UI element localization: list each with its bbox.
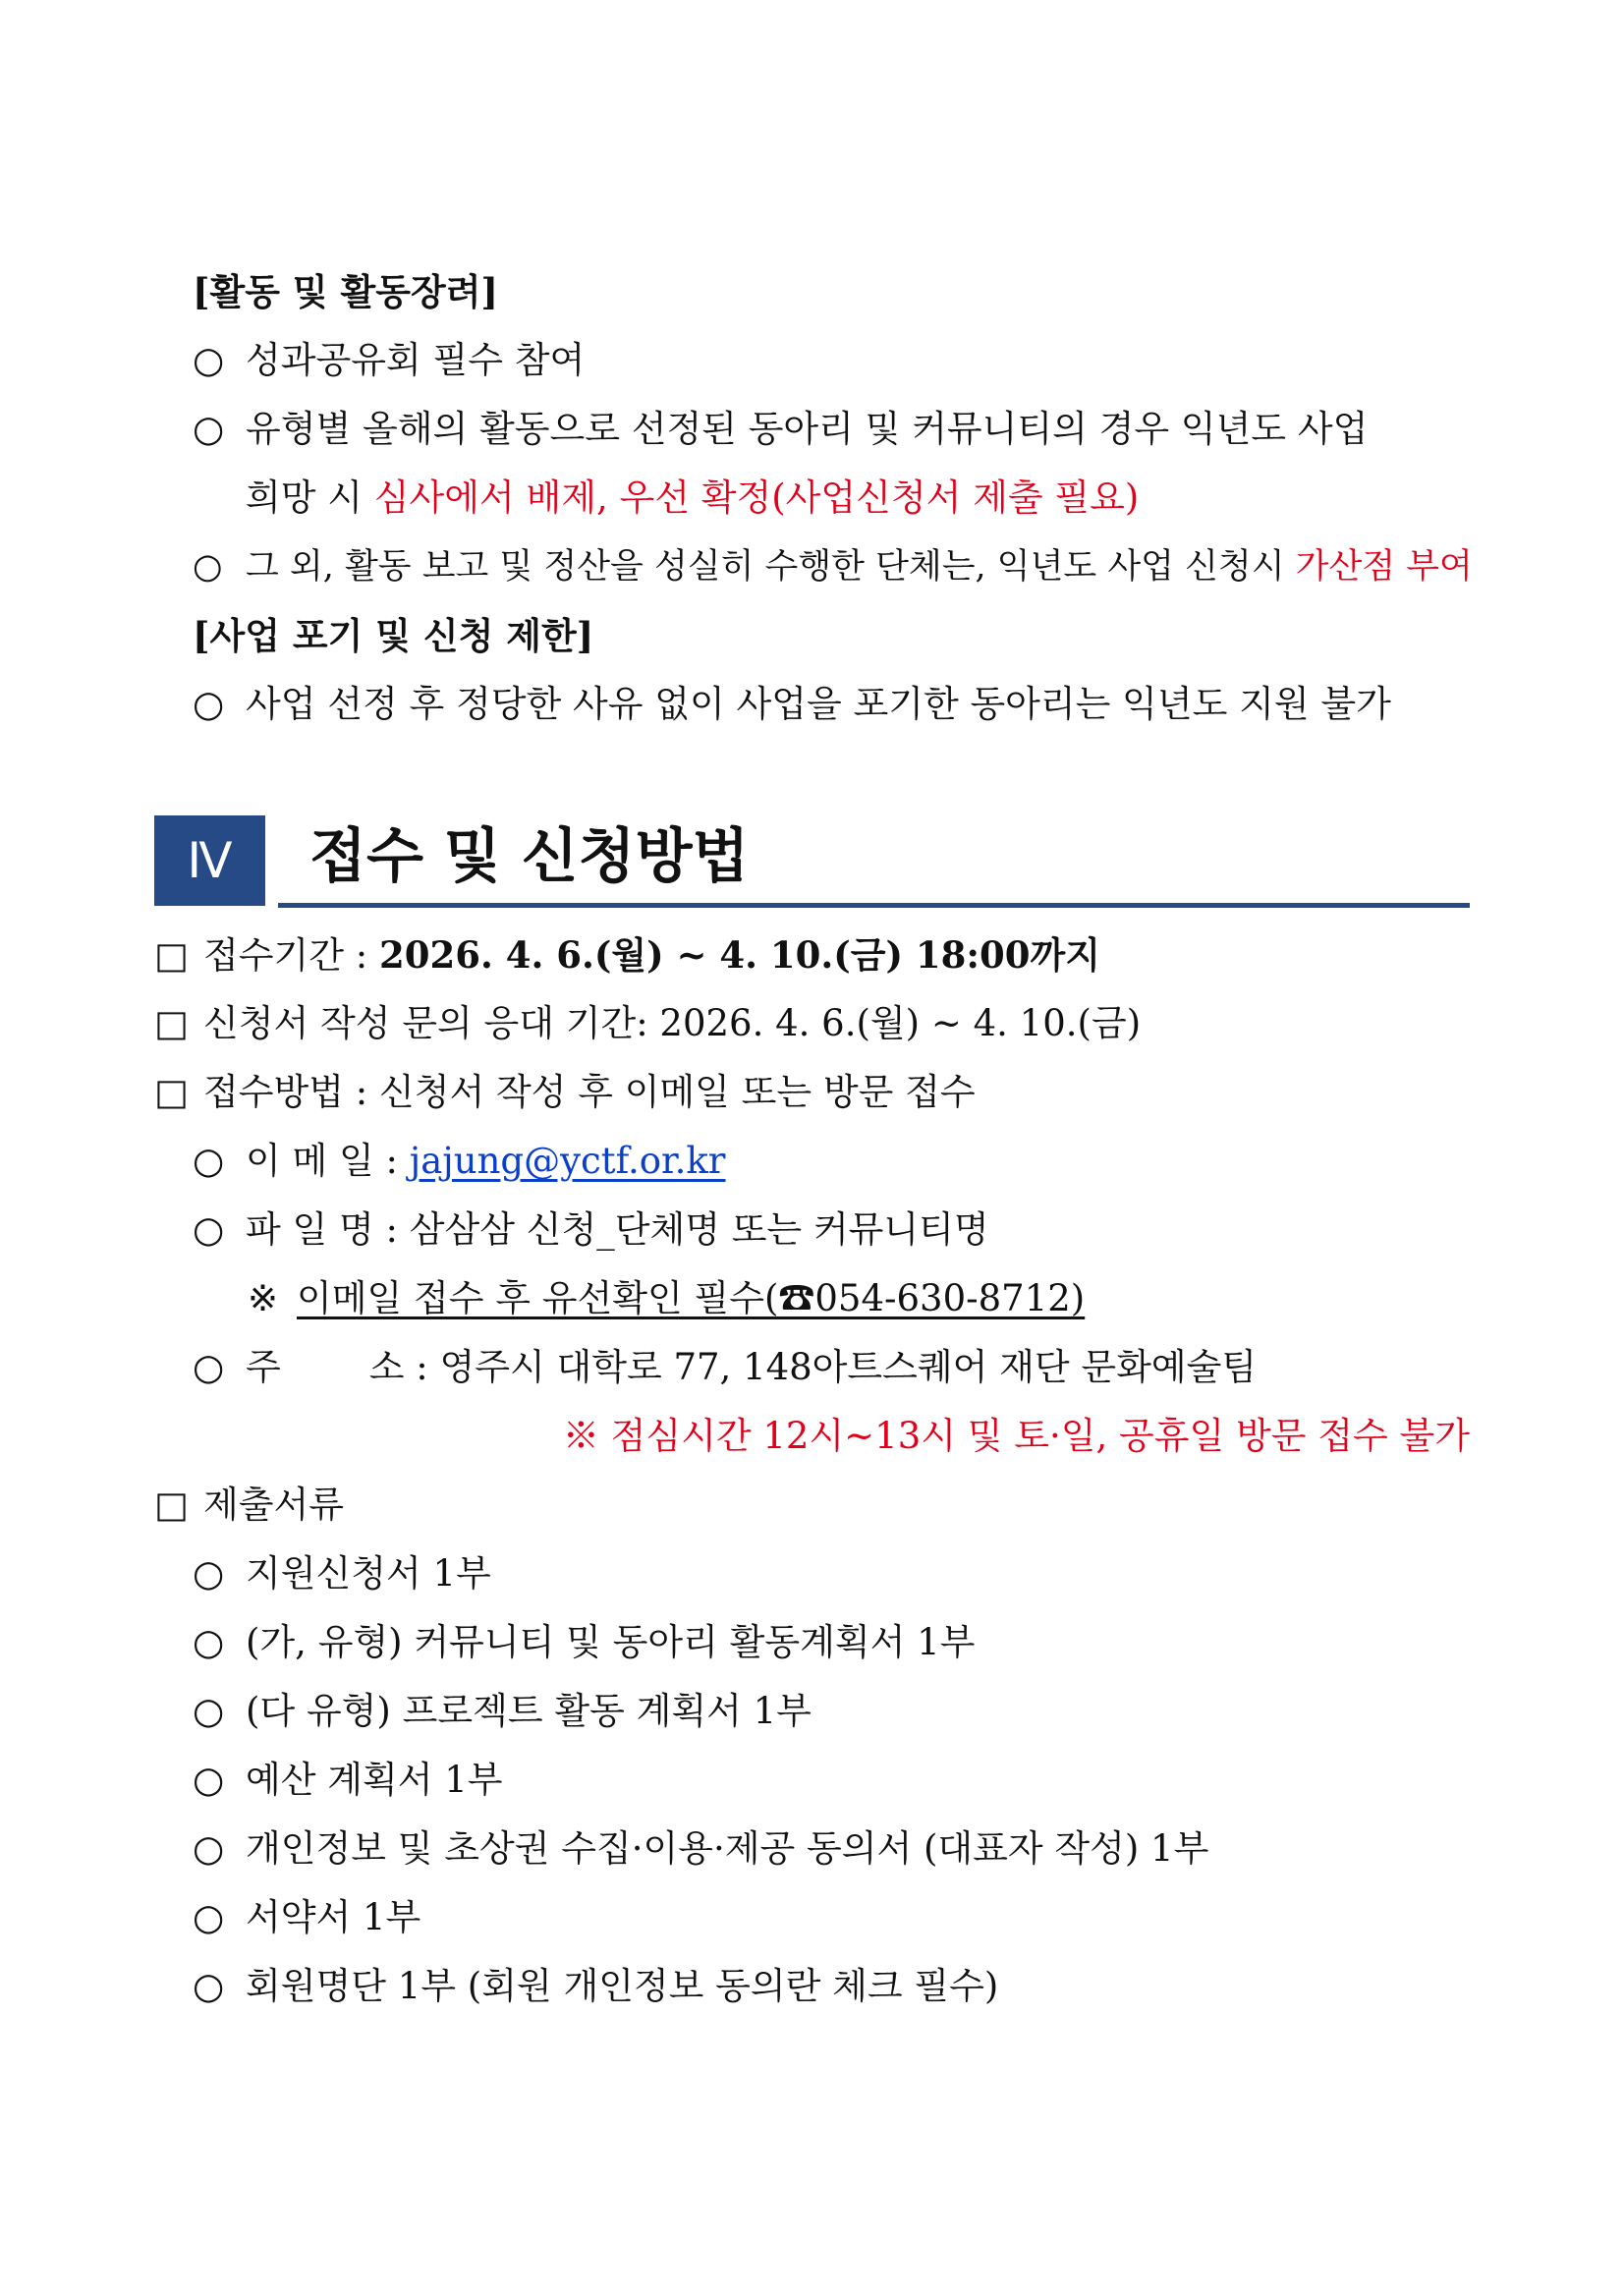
- bullet-circle-icon: ○: [193, 1759, 225, 1801]
- checkbox-square-icon: □: [154, 934, 189, 977]
- email-confirm-note: 이메일 접수 후 유선확인 필수(☎054-630-8712): [297, 1277, 1086, 1319]
- reception-method: 접수방법 : 신청서 작성 후 이메일 또는 방문 접수: [203, 1071, 976, 1113]
- bullet-circle-icon: ○: [193, 1208, 225, 1251]
- bullet-circle-icon: ○: [193, 1827, 225, 1870]
- address-value: 영주시 대학로 77, 148아트스퀘어 재단 문화예술팀: [439, 1346, 1258, 1388]
- bullet-circle-icon: ○: [193, 1346, 225, 1388]
- list-item: [193, 1687, 812, 1736]
- list-item: [193, 336, 585, 385]
- list-item: [193, 1756, 503, 1805]
- section-divider: [278, 903, 1470, 908]
- list-item: [193, 1549, 491, 1598]
- section-title: 접수 및 신청방법: [309, 822, 750, 891]
- bullet-circle-icon: ○: [193, 408, 225, 450]
- section-number-badge: Ⅳ: [154, 815, 265, 906]
- document-item: 지원신청서 1부: [246, 1552, 491, 1595]
- document-item: 회원명단 1부 (회원 개인정보 동의란 체크 필수): [246, 1965, 999, 2007]
- list-item: [193, 405, 1368, 454]
- note-mark: ※: [248, 1277, 279, 1319]
- checkbox-square-icon: □: [154, 1002, 189, 1044]
- bullet-circle-icon: ○: [193, 683, 225, 725]
- list-item: [193, 1343, 1257, 1392]
- document-item: (다 유형) 프로젝트 활동 계획서 1부: [246, 1690, 812, 1732]
- address-label-start: 주: [246, 1346, 281, 1388]
- period-label: 접수기간 :: [203, 934, 379, 977]
- email-link[interactable]: jajung@yctf.or.kr: [409, 1140, 726, 1182]
- period-value: 2026. 4. 6.(월) ~ 4. 10.(금) 18:00까지: [378, 933, 1100, 977]
- bullet-circle-icon: ○: [193, 1896, 225, 1938]
- email-label: 이 메 일 :: [246, 1140, 410, 1182]
- list-item: [193, 1618, 975, 1667]
- list-item-continuation: [246, 474, 1139, 523]
- activity-item-2-line-2: 희망 시: [246, 476, 374, 519]
- activity-item-3-highlight: 가산점 부여: [1295, 547, 1473, 587]
- activity-item-2-highlight: 심사에서 배제, 우선 확정(사업신청서 제출 필요): [373, 476, 1140, 519]
- list-item: [154, 930, 1100, 980]
- documents-heading: 제출서류: [203, 1484, 344, 1526]
- bullet-circle-icon: ○: [193, 547, 223, 587]
- address-label-end: 소 :: [368, 1346, 440, 1388]
- document-item: 개인정보 및 초상권 수집·이용·제공 동의서 (대표자 작성) 1부: [246, 1827, 1209, 1870]
- list-item: [193, 1205, 989, 1255]
- bullet-circle-icon: ○: [193, 1552, 225, 1595]
- list-item: [154, 1068, 976, 1117]
- list-item: [154, 1481, 344, 1530]
- list-item: [193, 1962, 998, 2011]
- checkbox-square-icon: □: [154, 1484, 189, 1526]
- bullet-circle-icon: ○: [193, 1965, 225, 2007]
- activity-item-3: 그 외, 활동 보고 및 정산을 성실히 수행한 단체는, 익년도 사업 신청시: [246, 547, 1296, 587]
- document-item: 서약서 1부: [246, 1896, 421, 1938]
- list-item: [193, 1893, 420, 1942]
- list-item: [193, 1137, 726, 1186]
- note-line: [248, 1274, 1085, 1323]
- list-item: [193, 542, 1473, 591]
- document-item: 예산 계획서 1부: [246, 1759, 503, 1801]
- document-item: (가, 유형) 커뮤니티 및 동아리 활동계획서 1부: [246, 1621, 976, 1663]
- lunch-note: ※ 점심시간 12시~13시 및 토·일, 공휴일 방문 접수 불가: [562, 1415, 1470, 1457]
- list-item: [193, 1824, 1208, 1874]
- list-item: [193, 680, 1391, 729]
- inquiry-period: 신청서 작성 문의 응대 기간: 2026. 4. 6.(월) ~ 4. 10.(금): [203, 1002, 1142, 1044]
- bullet-circle-icon: ○: [193, 1690, 225, 1732]
- activity-item-1: 성과공유회 필수 참여: [246, 339, 586, 381]
- bullet-circle-icon: ○: [193, 1621, 225, 1663]
- activity-item-2-line-1: 유형별 올해의 활동으로 선정된 동아리 및 커뮤니티의 경우 익년도 사업: [246, 408, 1369, 450]
- checkbox-square-icon: □: [154, 1071, 189, 1113]
- restriction-item-1: 사업 선정 후 정당한 사유 없이 사업을 포기한 동아리는 익년도 지원 불가: [246, 683, 1391, 725]
- filename-rule: 파 일 명 : 삼삼삼 신청_단체명 또는 커뮤니티명: [246, 1208, 989, 1251]
- activity-heading: [활동 및 활동장려]: [193, 270, 498, 313]
- restriction-heading: [사업 포기 및 신청 제한]: [193, 614, 594, 657]
- bullet-circle-icon: ○: [193, 1140, 225, 1182]
- list-item: [154, 999, 1141, 1048]
- bullet-circle-icon: ○: [193, 339, 225, 381]
